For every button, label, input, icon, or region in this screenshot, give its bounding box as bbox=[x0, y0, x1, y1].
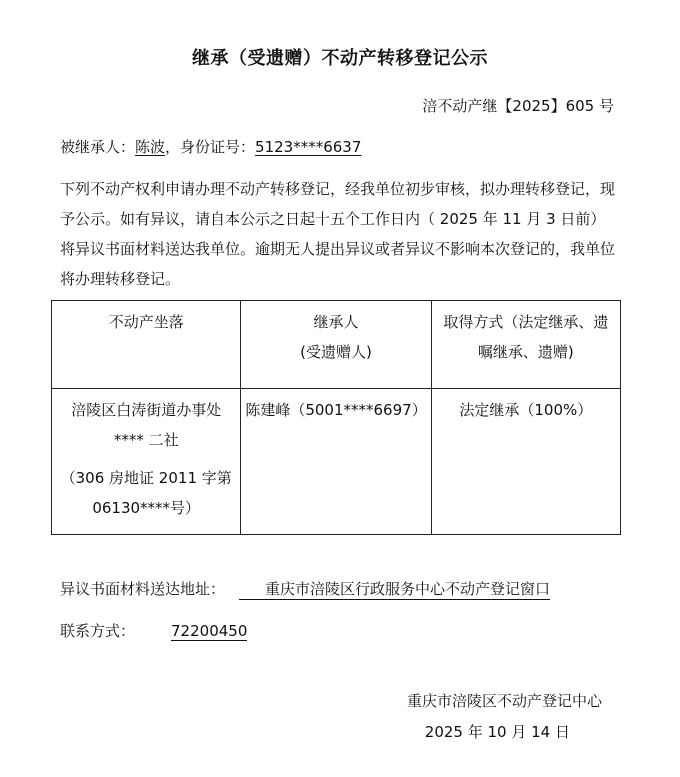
table-row bbox=[52, 389, 621, 535]
issuer-name: 重庆市涪陵区不动产登记中心 bbox=[406, 692, 602, 710]
deceased-label: 被继承人： bbox=[60, 138, 136, 156]
table-header-row bbox=[52, 301, 621, 389]
deceased-name: 陈波 bbox=[135, 138, 166, 156]
header-location: 不动产坐落 bbox=[52, 301, 241, 389]
objection-address bbox=[60, 578, 550, 600]
cell-acquisition-method: 法定继承（100%） bbox=[431, 389, 620, 535]
contact-phone: 72200450 bbox=[171, 622, 248, 640]
page-title: 继承（受遗赠）不动产转移登记公示 bbox=[192, 48, 488, 69]
property-table bbox=[51, 300, 621, 535]
deceased-id-label: ，身份证号： bbox=[165, 138, 256, 156]
objection-address-label: 异议书面材料送达地址： bbox=[60, 580, 226, 598]
document-number: 涪不动产继【2025】605 号 bbox=[422, 97, 614, 115]
issue-date: 2025 年 10 月 14 日 bbox=[424, 723, 570, 741]
deceased-id-value: 5123****6637 bbox=[255, 138, 362, 156]
contact-label: 联系方式： bbox=[60, 622, 136, 640]
cell-location: 涪陵区白涛街道办事处 **** 二社 （306 房地证 2011 字第 06130****号） bbox=[52, 389, 241, 535]
deceased-info bbox=[60, 136, 361, 157]
objection-address-value: 重庆市涪陵区行政服务中心不动产登记窗口 bbox=[239, 579, 550, 600]
cell-heir: 陈建峰（5001****6697） bbox=[241, 389, 431, 535]
notice-paragraph: 下列不动产权利申请办理不动产转移登记，经我单位初步审核，拟办理转移登记，现予公示。如有异议，请自本公示之日起十五个工作日内（ 2025 年 11 月 3 日前）将异议书面材料送达我单位。逾期无人提出异议或者异议不影响本次登记的，我单位将办理转移登记。 bbox=[60, 180, 616, 288]
header-heir: 继承人 (受遗赠人) bbox=[241, 301, 431, 389]
contact-info bbox=[60, 620, 247, 641]
header-acquisition-method: 取得方式（法定继承、遗 嘱继承、遗赠) bbox=[431, 301, 620, 389]
